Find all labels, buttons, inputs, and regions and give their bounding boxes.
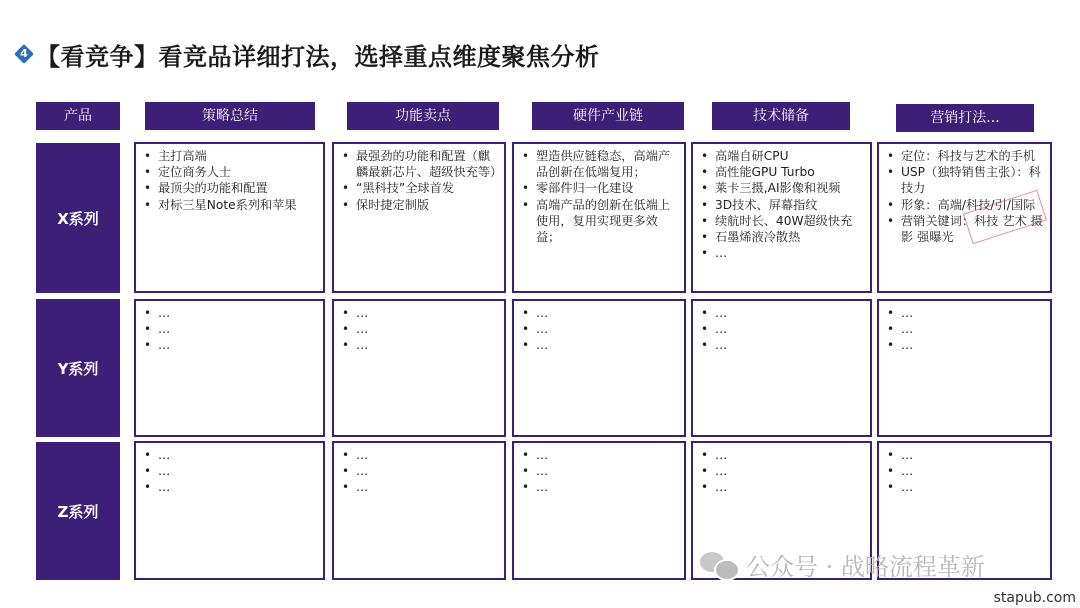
list-item: • … bbox=[520, 463, 680, 479]
cell-z-strategy bbox=[134, 441, 325, 580]
cell-y-marketing bbox=[877, 299, 1052, 437]
list-item: • 塑造供应链稳态，高端产品创新在低端复用； bbox=[520, 148, 680, 180]
list-item: • … bbox=[885, 463, 1046, 479]
list-item: • 续航时长、40W超级快充 bbox=[699, 213, 866, 229]
number-badge: 4 bbox=[14, 44, 34, 64]
cell-x-strategy bbox=[134, 142, 325, 293]
list-item: • 高性能GPU Turbo bbox=[699, 164, 866, 180]
list-item: • … bbox=[885, 479, 1046, 495]
list-item: • … bbox=[340, 479, 500, 495]
list-item: • … bbox=[142, 463, 319, 479]
cell-x-hardware bbox=[512, 142, 686, 293]
list-item: • 最强劲的功能和配置（麒麟最新芯片、超级快充等） bbox=[340, 148, 500, 180]
row-label-y: Y系列 bbox=[36, 299, 120, 437]
list-item: • … bbox=[142, 305, 319, 321]
list-item: • … bbox=[520, 337, 680, 353]
list-item: • … bbox=[699, 463, 866, 479]
list-item: • … bbox=[885, 321, 1046, 337]
header-marketing: 营销打法... bbox=[896, 104, 1034, 132]
list-item: • … bbox=[340, 463, 500, 479]
slide-title bbox=[14, 36, 600, 72]
list-item: • … bbox=[699, 479, 866, 495]
list-item: • … bbox=[340, 447, 500, 463]
cell-y-hardware bbox=[512, 299, 686, 437]
cell-y-tech bbox=[691, 299, 872, 437]
list-item: • 营销关键词：科技 艺术 摄影 强曝光 bbox=[885, 213, 1046, 245]
list-item: • … bbox=[885, 447, 1046, 463]
header-product: 产品 bbox=[36, 102, 120, 130]
list-item: • … bbox=[520, 479, 680, 495]
list-item: • … bbox=[520, 305, 680, 321]
list-item: • … bbox=[520, 321, 680, 337]
list-item: • 零部件归一化建设 bbox=[520, 180, 680, 196]
list-item: • … bbox=[340, 305, 500, 321]
list-item: • … bbox=[699, 447, 866, 463]
row-label-z: Z系列 bbox=[36, 442, 120, 580]
list-item: • “黑科技”全球首发 bbox=[340, 180, 500, 196]
cell-y-strategy bbox=[134, 299, 325, 437]
list-item: • … bbox=[142, 447, 319, 463]
list-item: • … bbox=[885, 305, 1046, 321]
list-item: • … bbox=[699, 245, 866, 261]
list-item: • 石墨烯液冷散热 bbox=[699, 229, 866, 245]
list-item: • 定位：科技与艺术的手机 bbox=[885, 148, 1046, 164]
corner-mark: stapub.com bbox=[993, 590, 1076, 606]
list-item: • 莱卡三摄,AI影像和视频 bbox=[699, 180, 866, 196]
list-item: • … bbox=[340, 321, 500, 337]
watermark: 公众号 · 战略流程革新 bbox=[700, 548, 985, 580]
list-item: • … bbox=[885, 337, 1046, 353]
cell-y-features bbox=[332, 299, 506, 437]
header-strategy: 策略总结 bbox=[145, 102, 315, 130]
list-item: • … bbox=[699, 305, 866, 321]
list-item: • … bbox=[699, 337, 866, 353]
list-item: • … bbox=[142, 337, 319, 353]
list-item: • 保时捷定制版 bbox=[340, 197, 500, 213]
list-item: • … bbox=[340, 337, 500, 353]
list-item: • 对标三星Note系列和苹果 bbox=[142, 197, 319, 213]
list-item: • 高端自研CPU bbox=[699, 148, 866, 164]
cell-z-features bbox=[332, 441, 506, 580]
list-item: • 最顶尖的功能和配置 bbox=[142, 180, 319, 196]
header-features: 功能卖点 bbox=[347, 102, 499, 130]
title-text: 【看竞争】看竞品详细打法，选择重点维度聚焦分析 bbox=[36, 42, 600, 71]
list-item: • 定位商务人士 bbox=[142, 164, 319, 180]
list-item: • … bbox=[699, 321, 866, 337]
wechat-icon bbox=[700, 550, 738, 578]
header-hardware: 硬件产业链 bbox=[532, 102, 684, 130]
list-item: • … bbox=[520, 447, 680, 463]
row-label-x: X系列 bbox=[36, 143, 120, 293]
cell-x-tech bbox=[691, 142, 872, 293]
list-item: • USP（独特销售主张）：科技力 bbox=[885, 164, 1046, 196]
cell-z-hardware bbox=[512, 441, 686, 580]
list-item: • … bbox=[142, 479, 319, 495]
header-tech: 技术储备 bbox=[712, 102, 850, 130]
list-item: • 3D技术、屏幕指纹 bbox=[699, 197, 866, 213]
list-item: • 主打高端 bbox=[142, 148, 319, 164]
list-item: • … bbox=[142, 321, 319, 337]
list-item: • 高端产品的创新在低端上使用，复用实现更多效益； bbox=[520, 197, 680, 246]
cell-x-features bbox=[332, 142, 506, 293]
list-item: • 形象：高端/科技/引/国际 bbox=[885, 197, 1046, 213]
